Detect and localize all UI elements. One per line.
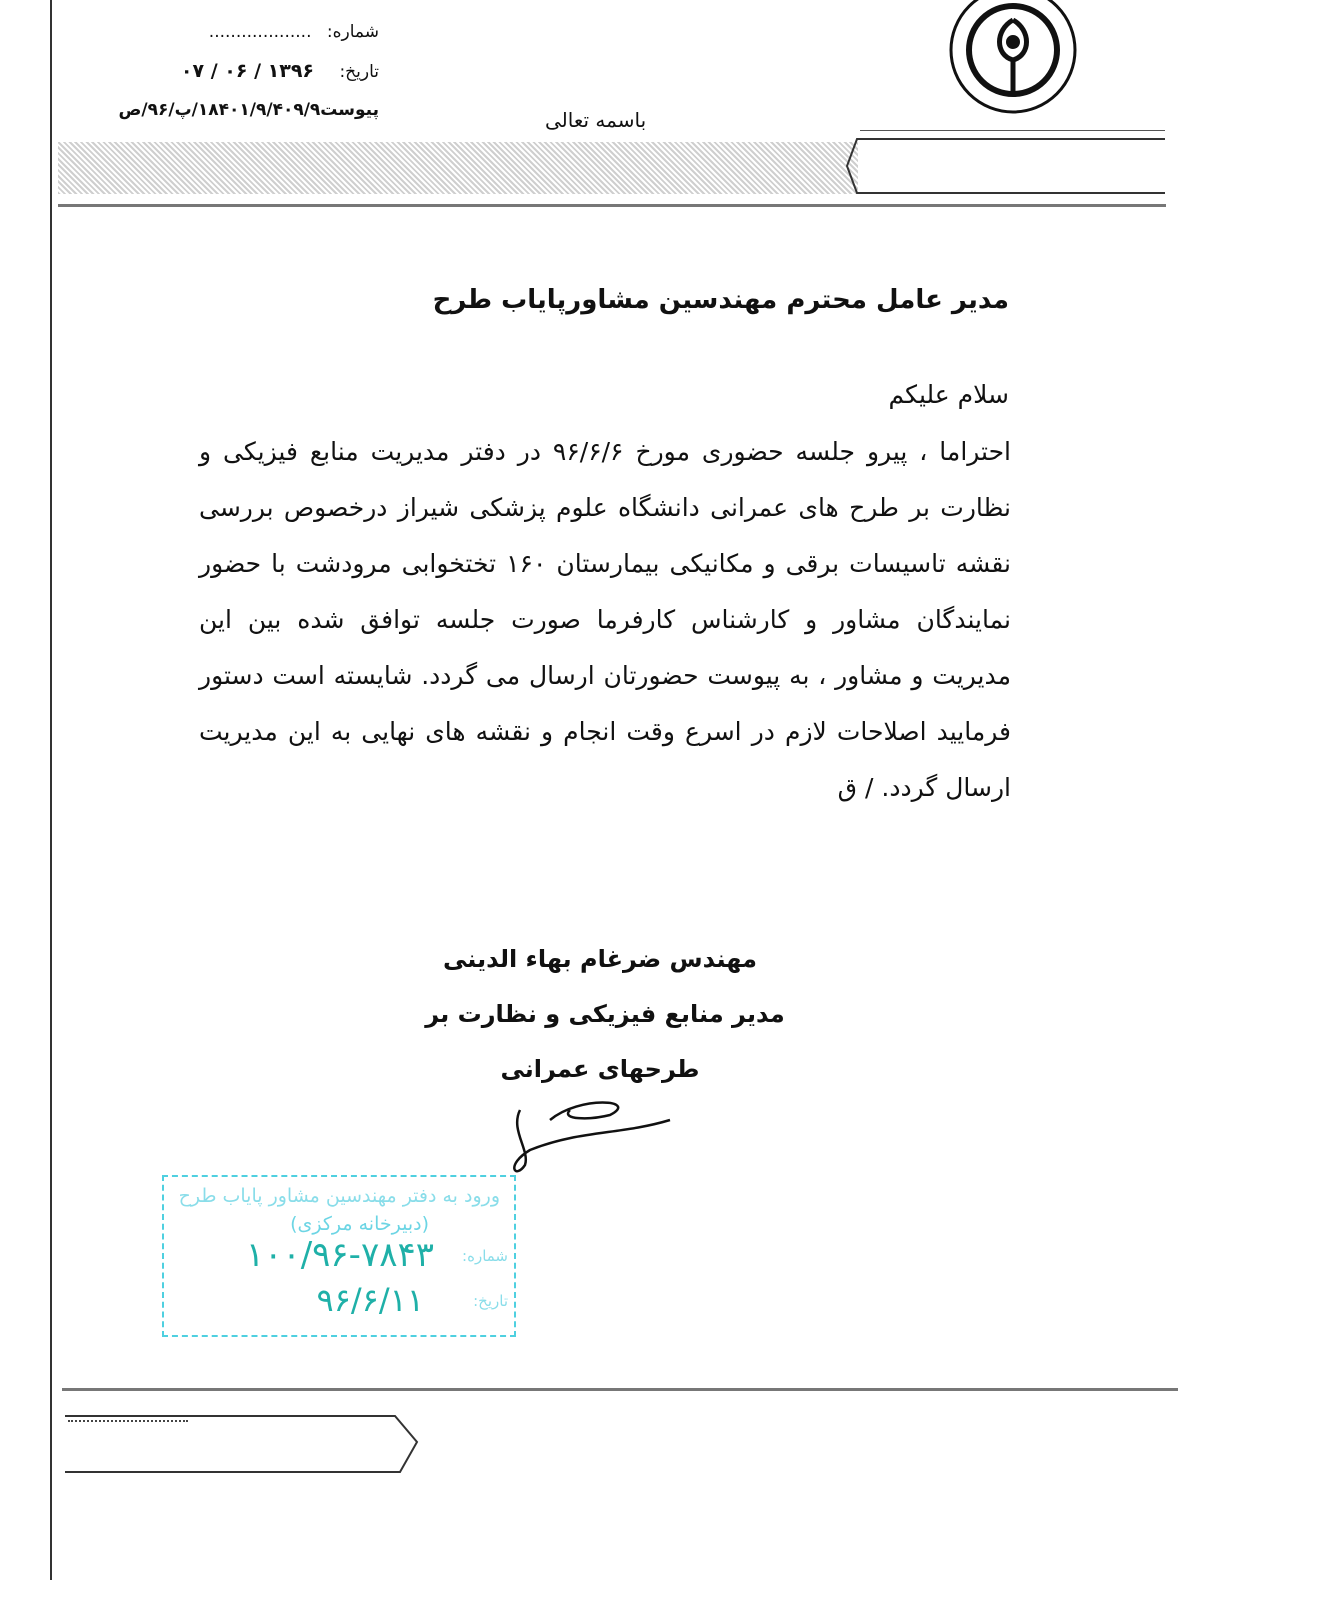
greeting: سلام علیکم [888,380,1009,409]
university-logo [935,0,1095,120]
number-field [209,22,379,42]
date-field [181,60,379,82]
signer-name: مهندس ضرغام بهاء الدینی [443,945,757,973]
stamp-date-label: تاریخ: [473,1292,508,1310]
header-band [58,142,858,194]
invocation: باسمه تعالی [545,108,647,132]
received-stamp [162,1175,516,1337]
handwritten-signature [500,1090,680,1184]
date-value: ۱۳۹۶ / ۰۶ / ۰۷ [180,60,315,82]
stamp-date-value: ۹۶/۶/۱۱ [316,1281,424,1319]
header-box [845,135,1165,197]
page-edge-line [50,0,52,1580]
date-label: تاریخ: [339,62,379,82]
stamp-line-1: ورود به دفتر مهندسین مشاور پایاب طرح [178,1185,500,1207]
number-label: شماره: [326,22,379,42]
attachment-label: پیوست [320,100,379,120]
attachment-value: ۱۸۴۰۱/۹/۴۰۹/۹/پ/۹۶/ص [118,100,321,120]
header-rule [860,130,1165,131]
letter-body: احتراما ، پیرو جلسه حضوری مورخ ۹۶/۶/۶ در دفتر مدیریت منابع فیزیکی و نظارت بر طرح های عمرانی دانشگاه علوم پزشکی شیراز درخصوص بررسی نقشه تاسیسات برقی و مکانیکی بیمارستان ۱۶۰ تختخوابی مرودشت با حضور نمایندگان مشاور و کارشناس کارفرما صورت جلسه توافق شده بین این مدیریت و مشاور ، به پیوست حضورتان ارسال می گردد. شایسته است دستور فرمایید اصلاحات لازم در اسرع وقت انجام و نقشه های نهایی به این مدیریت ارسال گردد. / ق [199,437,1012,802]
stamp-number-value: ۱۰۰/۹۶-۷۸۴۳ [245,1235,434,1275]
recipient: مدیر عامل محترم مهندسین مشاورپایاب طرح [432,285,1009,315]
footer-dotted-line [68,1420,188,1422]
header-bottom-rule [58,204,1166,207]
number-value: ................... [208,22,312,42]
signer-title-1: مدیر منابع فیزیکی و نظارت بر [425,1000,785,1028]
footer-rule [62,1388,1178,1391]
signer-title-2: طرحهای عمرانی [500,1055,700,1083]
stamp-number-label: شماره: [462,1247,508,1265]
stamp-line-2: (دبیرخانه مرکزی) [290,1213,429,1235]
attachment-field [119,100,379,120]
